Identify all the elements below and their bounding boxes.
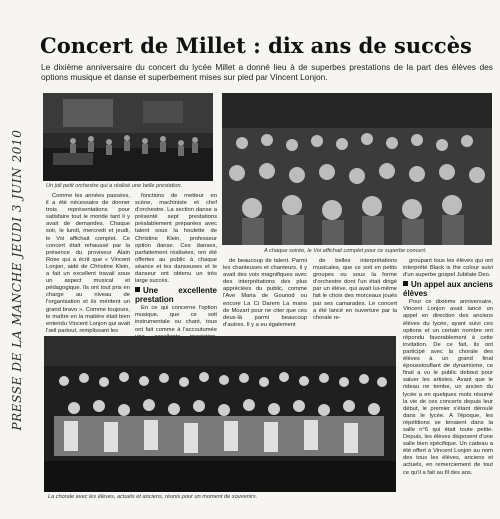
- handwritten-source-note: [2, 55, 32, 505]
- column-2-heading: Une excellente prestation: [135, 286, 217, 305]
- audience-photo: [222, 93, 492, 245]
- text-column-1: [46, 193, 130, 333]
- column-2-text-a: fonctions de metteur en scène, machiniste et chef d'orchestre. La section danse a présenté sept prestations préalablement préparées avec talent sous la houlette de Christine Klein, professeur option danse. Ces danses, parfaitement réalisées, ont été offertes au public à chaque séance et les danseuses et le danseur ont obtenu un très large succès.: [135, 193, 217, 285]
- column-5-text-b: Pour ce dixième anniversaire, Vincent Lonjon avait lancé un appel en direction des anciens élèves du lycée, ayant suivi ces options et un certain nombre ont répondu favorablement à cette invitation. De ce fait, ils ont participé avec la chorale des élèves à un grand final épousstouflant de dynamisme, ce final a vu le public debout pour saluer les artistes. Avant que le rideau ne tombe, un ancien du lycée a en quelques mots résumé la vie de ces concerts depuis leur début, le premier s'étant déroulé dans le lycée. A l'époque, les répétitions se tenaient dans la salle n°6 qui était toute petite. Depuis, les élèves disposent d'une salle bien spécifique. Un cadeau a été offert à Vincent Lonjon au nom des tous les élèves, anciens et actuels, en remerciement de tout ce qu'il a fait au fil des ans.: [403, 299, 493, 476]
- column-2-text-b: En ce qui concerne l'option musique, que ce soit instrumentale ou chant, tous ont fait comme à l'accoutumée: [135, 305, 217, 333]
- choir-caption: La chorale avec les élèves, actuels et anciens, réunis pour un moment de souvenirs.: [48, 494, 258, 500]
- article-lead: Le dixième anniversaire du concert du lycée Millet a donné lieu à de superbes prestations de la part des élèves des options musique et danse et superbement mises sur pied par Vincent Lonjon.: [41, 62, 493, 82]
- column-5-heading: Un appel aux anciens élèves: [403, 280, 493, 299]
- text-column-2: [135, 193, 217, 333]
- column-4-text: de belles interprétations musicales, que ce soit en petits groupes ou sous la forme d'orchestre dont l'un était dirigé par un élève, qui avait lui-même fait le choix des morceaux joués par ses camarades. Le concert a été lancé en ouverture par la chorale re-: [313, 258, 397, 321]
- audience-caption: A chaque soirée, le Voi affichait complet pour ce superbe concert.: [264, 248, 427, 254]
- text-column-5: [403, 258, 493, 516]
- column-1-text: Comme les années passées, il a été nécessaire de donner trois représentations pour satisfaire tout le monde tant il y avait de demandes. Chaque soir, le lundi, mercredi et jeudi, le Voi affichait complet. Ce concert était rehaussé par la présence du proviseur Alain Rose qui a écrit que « Vincent Lonjon, aidé de Christine Klein, a fait un excellent travail sous un aspect musical et pédagogique. Ils ont tout pris en charge au niveau de l'organisation et ils méritent un grand bravo ». Comme toujours, le maître en la matière était bien entendu Vincent Lonjon qui avait l'œil partout, remplissant les: [46, 193, 131, 334]
- source-note-text: PRESSE DE LA MANCHE JEUDI 3 JUIN 2010: [10, 129, 24, 431]
- choir-photo: [44, 336, 396, 492]
- text-column-4: [313, 258, 397, 334]
- column-5-text-a: groupant tous les élèves qui ont interprété Black is the colour suivi d'un superbe gospel Jubilate Deo.: [403, 258, 493, 279]
- article-title: Concert de Millet : dix ans de succès: [40, 33, 472, 58]
- column-3-text: de beaucoup de talent. Parmi les chanteuses et chanteurs, il y avait des voix magnifiques avec des interprétations des plus appréciées du public, comme l'Ave Maria de Gounod ou encore La Ci Darem La mano de Mozart pour ne citer que ces deux-là parmi beaucoup d'autres. Il y a eu également: [223, 258, 307, 328]
- orchestra-caption: Un joli petit orchestre qui a réalisé une belle prestation.: [46, 183, 183, 189]
- orchestra-photo: [43, 93, 213, 181]
- text-column-3: [223, 258, 307, 334]
